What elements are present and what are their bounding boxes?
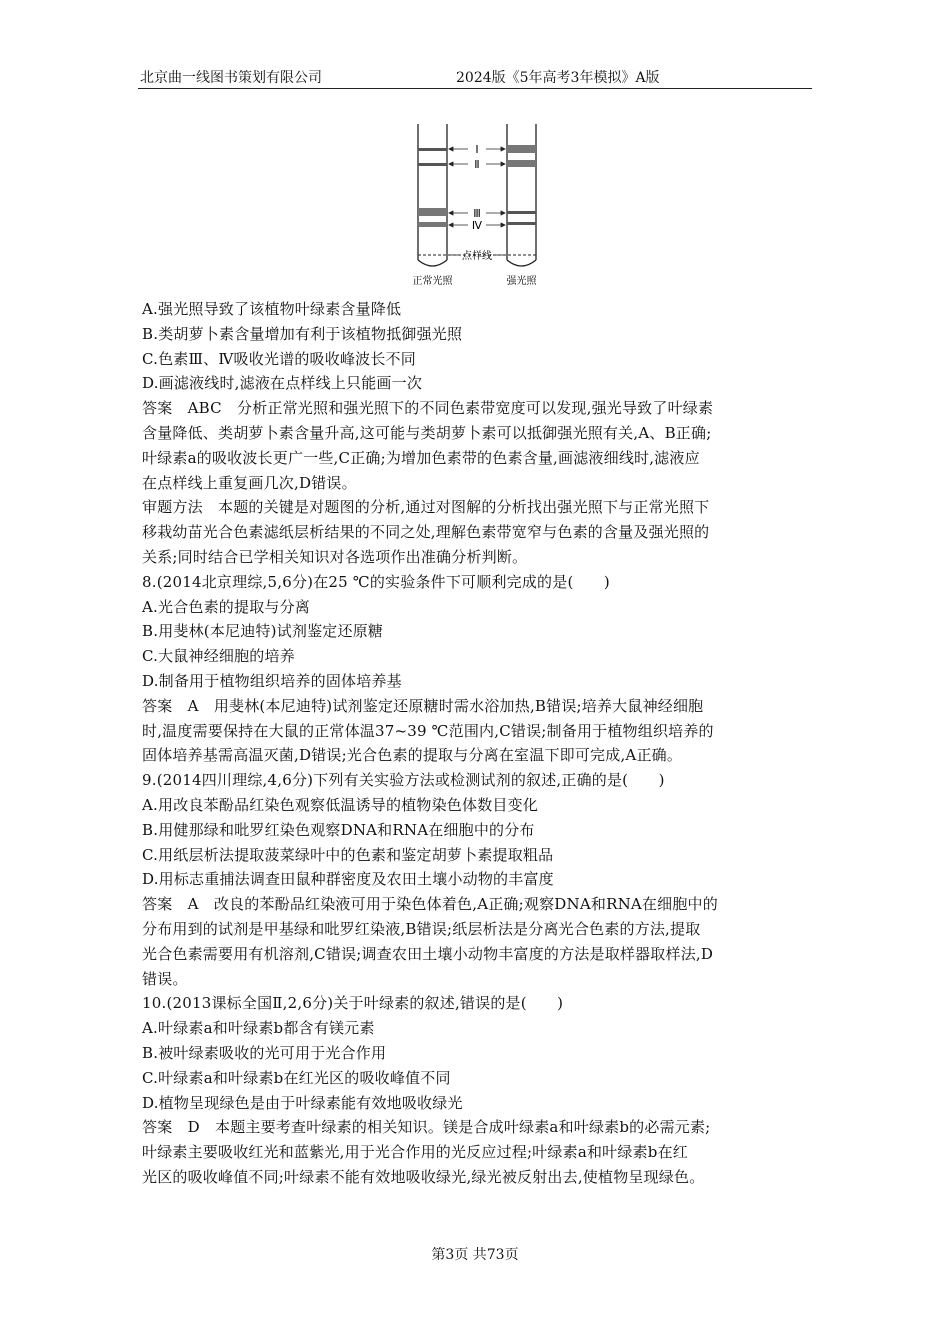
question-text — [142, 297, 812, 1190]
chromatography-figure — [408, 118, 553, 288]
band-label-2: Ⅱ — [474, 158, 480, 171]
text-line: A.强光照导致了该植物叶绿素含量降低 — [142, 300, 402, 318]
text-line: 8.(2014北京理综,5,6分)在25 ℃的实验条件下可顺利完成的是( ) — [142, 572, 610, 591]
text-line: B.类胡萝卜素含量增加有利于该植物抵御强光照 — [142, 324, 463, 343]
text-line: 9.(2014四川理综,4,6分)下列有关实验方法或检测试剂的叙述,正确的是( ) — [142, 771, 665, 790]
tube-normal-light — [418, 124, 447, 266]
text-line: 在点样线上重复画几次,D错误。 — [142, 473, 357, 492]
band-normal-1 — [418, 148, 447, 151]
band-normal-3 — [418, 208, 447, 216]
page-header — [138, 66, 812, 89]
text-line: 固体培养基需高温灭菌,D错误;光合色素的提取与分离在室温下即可完成,A正确。 — [142, 746, 683, 765]
text-line: 分布用到的试剂是甲基绿和吡罗红染液,B错误;纸层析法是分离光合色素的方法,提取 — [142, 919, 701, 938]
text-line: 答案 A 改良的苯酚品红染液可用于染色体着色,A正确;观察DNA和RNA在细胞中的 — [142, 895, 718, 914]
text-line: D.植物呈现绿色是由于叶绿素能有效地吸收绿光 — [142, 1093, 463, 1112]
band-strong-1 — [507, 145, 536, 153]
text-line: 移栽幼苗光合色素滤纸层析结果的不同之处,理解色素带宽窄与色素的含量及强光照的 — [142, 523, 710, 542]
band-label-3: Ⅲ — [473, 207, 481, 220]
text-line: 答案 A 用斐林(本尼迪特)试剂鉴定还原糖时需水浴加热,B错误;培养大鼠神经细胞 — [142, 696, 704, 715]
band-normal-4 — [418, 222, 447, 227]
band-label-4: Ⅳ — [471, 219, 483, 232]
text-line: C.用纸层析法提取菠菜绿叶中的色素和鉴定胡萝卜素提取粗品 — [142, 845, 554, 864]
text-line: C.色素Ⅲ、Ⅳ吸收光谱的吸收峰波长不同 — [142, 349, 416, 368]
band-strong-2 — [507, 160, 536, 167]
tube-strong-light — [507, 124, 536, 266]
text-line: 时,温度需要保持在大鼠的正常体温37~39 ℃范围内,C错误;制备用于植物组织培养的 — [142, 721, 714, 740]
text-line: D.画滤液线时,滤液在点样线上只能画一次 — [142, 374, 423, 393]
band-label-1: Ⅰ — [475, 143, 479, 156]
band-normal-2 — [418, 163, 447, 166]
text-line: B.用斐林(本尼迪特)试剂鉴定还原糖 — [142, 622, 384, 641]
band-strong-3 — [507, 211, 536, 214]
chromatography-diagram — [408, 118, 553, 288]
text-line: 光合色素需要用有机溶剂,C错误;调查农田土壤小动物丰富度的方法是取样器取样法,D — [142, 944, 714, 963]
text-line: 答案 ABC 分析正常光照和强光照下的不同色素带宽度可以发现,强光导致了叶绿素 — [142, 399, 714, 418]
text-line: B.被叶绿素吸收的光可用于光合作用 — [142, 1043, 387, 1062]
text-line: 叶绿素a的吸收波长更广一些,C正确;为增加色素带的色素含量,画滤液细线时,滤液应 — [142, 448, 700, 467]
text-line: C.叶绿素a和叶绿素b在红光区的吸收峰值不同 — [142, 1068, 451, 1087]
header-edition: 2024版《5年高考3年模拟》A版 — [456, 70, 660, 86]
band-strong-4 — [507, 222, 536, 225]
text-line: 错误。 — [142, 969, 188, 988]
origin-label: 点样线 — [462, 251, 492, 262]
text-line: 答案 D 本题主要考查叶绿素的相关知识。镁是合成叶绿素a和叶绿素b的必需元素; — [142, 1118, 711, 1137]
text-line: C.大鼠神经细胞的培养 — [142, 647, 295, 666]
text-line: 光区的吸收峰值不同;叶绿素不能有效地吸收绿光,绿光被反射出去,使植物呈现绿色。 — [142, 1167, 705, 1186]
text-line: A.用改良苯酚品红染色观察低温诱导的植物染色体数目变化 — [142, 795, 539, 814]
text-line: D.用标志重捕法调查田鼠种群密度及农田土壤小动物的丰富度 — [142, 870, 554, 889]
text-line: 审题方法 本题的关键是对题图的分析,通过对图解的分析找出强光照下与正常光照下 — [142, 498, 710, 517]
tube-left-label: 正常光照 — [412, 276, 453, 287]
text-line: 叶绿素主要吸收红光和蓝紫光,用于光合作用的光反应过程;叶绿素a和叶绿素b在红 — [142, 1143, 688, 1162]
text-line: D.制备用于植物组织培养的固体培养基 — [142, 671, 402, 690]
text-line: A.光合色素的提取与分离 — [142, 597, 311, 616]
page-footer: 第3页 共73页 — [431, 1247, 519, 1263]
tube-right-label: 强光照 — [506, 276, 537, 287]
text-line: 含量降低、类胡萝卜素含量升高,这可能与类胡萝卜素可以抵御强光照有关,A、B正确; — [142, 423, 712, 442]
text-line: 关系;同时结合已学相关知识对各选项作出准确分析判断。 — [142, 547, 528, 566]
header-publisher: 北京曲一线图书策划有限公司 — [140, 70, 322, 86]
text-line: B.用健那绿和吡罗红染色观察DNA和RNA在细胞中的分布 — [142, 820, 535, 839]
text-line: 10.(2013课标全国Ⅱ,2,6分)关于叶绿素的叙述,错误的是( ) — [142, 994, 564, 1013]
text-line: A.叶绿素a和叶绿素b都含有镁元素 — [142, 1019, 375, 1038]
